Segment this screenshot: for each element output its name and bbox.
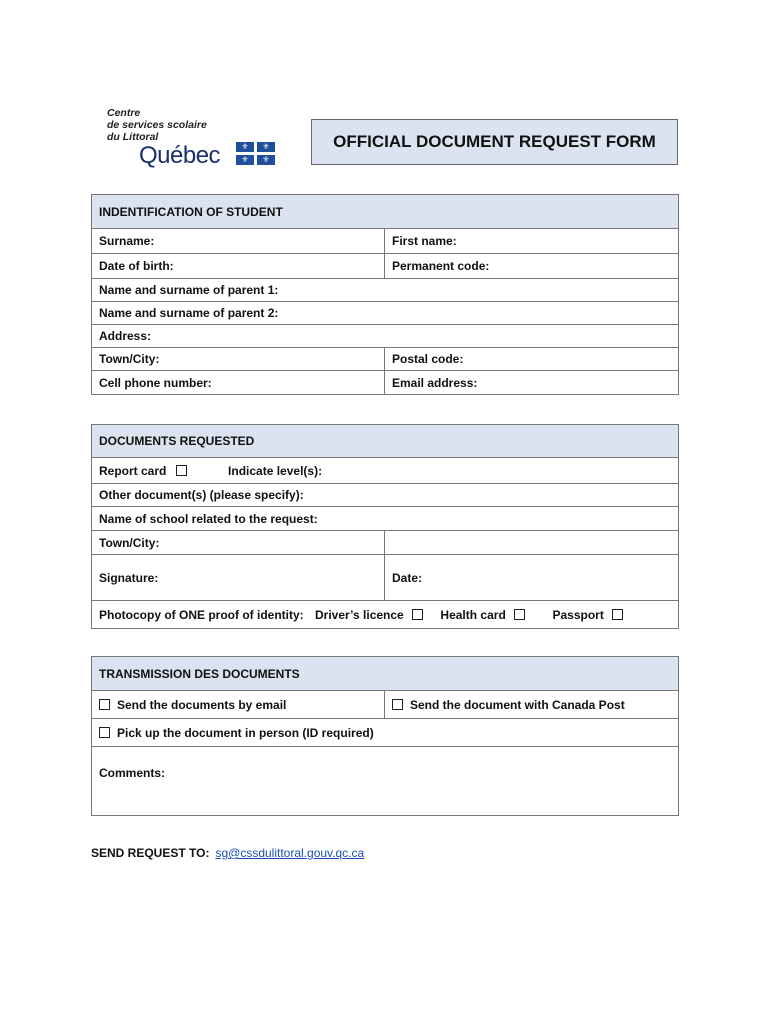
email-address-field[interactable]: Email address: [385, 371, 679, 395]
date-field[interactable]: Date: [385, 555, 679, 601]
postal-code-field[interactable]: Postal code: [385, 348, 679, 371]
send-by-email-checkbox[interactable] [99, 699, 110, 710]
documents-town-city-field[interactable] [385, 531, 679, 555]
organization-logo [107, 107, 282, 171]
date-of-birth-field[interactable]: Date of birth: [92, 254, 385, 279]
parent-1-field[interactable]: Name and surname of parent 1: [92, 279, 679, 302]
send-request-footer [91, 846, 364, 860]
drivers-licence-checkbox[interactable] [412, 609, 423, 620]
drivers-licence-label: Driver’s licence [315, 607, 404, 622]
pick-up-checkbox[interactable] [99, 727, 110, 738]
student-identification-section [91, 194, 679, 395]
logo-line-1: Centre [107, 107, 141, 119]
pick-up-label: Pick up the document in person (ID required) [117, 725, 374, 740]
section-header-identification: INDENTIFICATION OF STUDENT [92, 195, 679, 229]
logo-line-2: de services scolaire [107, 119, 207, 131]
school-name-field[interactable]: Name of school related to the request: [92, 507, 679, 531]
form-title: OFFICIAL DOCUMENT REQUEST FORM [311, 119, 678, 165]
town-city-field[interactable]: Town/City: [92, 348, 385, 371]
send-request-label: SEND REQUEST TO: [91, 846, 210, 860]
first-name-field[interactable]: First name: [385, 229, 679, 254]
canada-post-label: Send the document with Canada Post [410, 697, 625, 712]
fleur-de-lis-icon: ⚜ [257, 142, 275, 152]
passport-label: Passport [552, 607, 604, 622]
fleur-de-lis-icon: ⚜ [236, 142, 254, 152]
documents-requested-section [91, 424, 679, 629]
fleur-de-lis-icon: ⚜ [257, 155, 275, 165]
address-field[interactable]: Address: [92, 325, 679, 348]
surname-field[interactable]: Surname: [92, 229, 385, 254]
health-card-label: Health card [440, 607, 506, 622]
other-documents-field[interactable]: Other document(s) (please specify): [92, 484, 679, 507]
proof-of-identity-row [92, 601, 679, 629]
canada-post-option [385, 691, 679, 719]
logo-line-3: du Littoral [107, 131, 159, 143]
report-card-row [92, 458, 679, 484]
send-by-email-label: Send the documents by email [117, 697, 287, 712]
passport-checkbox[interactable] [612, 609, 623, 620]
pick-up-option [92, 719, 679, 747]
fleur-de-lis-icon: ⚜ [236, 155, 254, 165]
canada-post-checkbox[interactable] [392, 699, 403, 710]
transmission-section [91, 656, 679, 816]
cell-phone-field[interactable]: Cell phone number: [92, 371, 385, 395]
send-by-email-option [92, 691, 385, 719]
parent-2-field[interactable]: Name and surname of parent 2: [92, 302, 679, 325]
proof-of-identity-label: Photocopy of ONE proof of identity: [99, 607, 304, 622]
report-card-checkbox[interactable] [176, 465, 187, 476]
documents-town-city-label: Town/City: [92, 531, 385, 555]
section-header-documents: DOCUMENTS REQUESTED [92, 425, 679, 458]
permanent-code-field[interactable]: Permanent code: [385, 254, 679, 279]
logo-quebec-wordmark: Québec [139, 142, 221, 169]
quebec-flag-icon [236, 142, 276, 165]
health-card-checkbox[interactable] [514, 609, 525, 620]
comments-field[interactable]: Comments: [92, 747, 679, 816]
indicate-levels-field[interactable]: Indicate level(s): [228, 463, 323, 478]
report-card-label: Report card [99, 463, 167, 478]
signature-field[interactable]: Signature: [92, 555, 385, 601]
send-request-email-link[interactable]: sg@cssdulittoral.gouv.qc.ca [215, 846, 365, 860]
section-header-transmission: TRANSMISSION DES DOCUMENTS [92, 657, 679, 691]
